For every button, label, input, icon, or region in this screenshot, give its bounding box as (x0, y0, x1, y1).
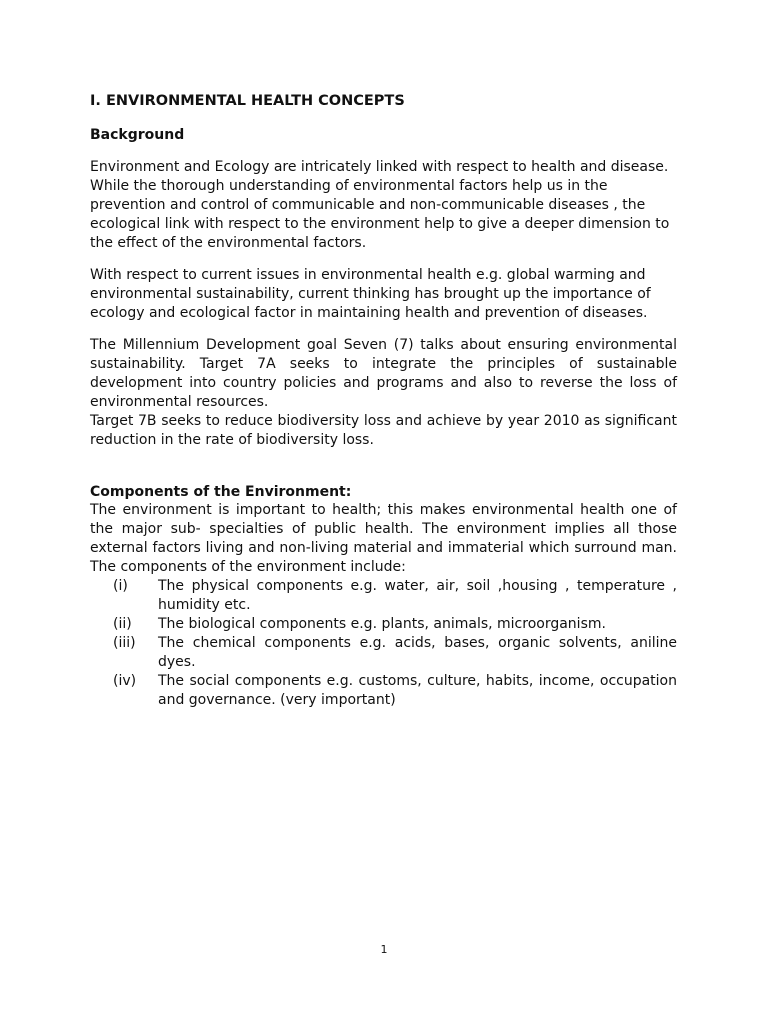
list-item-text: The chemical components e.g. acids, bases, organic solvents, aniline dyes. (158, 635, 677, 670)
components-heading: Components of the Environment: (90, 484, 352, 500)
page-number: 1 (380, 943, 388, 956)
paragraph-components-intro: The environment is important to health; this makes environmental health one of the major sub- specialties of public health. The environment implies all those external factors living and non-living material and immaterial which surround man. The components of the environment include: (90, 502, 677, 575)
list-item (90, 634, 677, 672)
list-item (90, 615, 677, 634)
list-item-text: The social components e.g. customs, culture, habits, income, occupation and governance. (very important) (158, 673, 677, 708)
list-item-text: The physical components e.g. water, air, soil ,housing , temperature , humidity etc. (158, 578, 677, 613)
paragraph-environment-ecology: Environment and Ecology are intricately linked with respect to health and disease. While the thorough understanding of environmental factors help us in the prevention and control of communicable and non-communicable diseases , the ecological link with respect to the environment help to give a deeper dimension to the effect of the environmental factors. (90, 159, 670, 251)
components-list (90, 577, 677, 710)
paragraph-target-7b: Target 7B seeks to reduce biodiversity loss and achieve by year 2010 as significant reduction in the rate of biodiversity loss. (90, 413, 677, 448)
background-heading: Background (90, 127, 185, 143)
list-item-text: The biological components e.g. plants, animals, microorganism. (158, 616, 606, 632)
paragraph-current-issues: With respect to current issues in environmental health e.g. global warming and environmental sustainability, current thinking has brought up the importance of ecology and ecological factor in maintaining health and prevention of diseases. (90, 267, 651, 321)
list-item-number: (iii) (113, 635, 136, 651)
paragraph-millennium-goal: The Millennium Development goal Seven (7) talks about ensuring environmental sustainability. Target 7A seeks to integrate the principles of sustainable development into country policies and programs and also to reverse the loss of environmental resources. (90, 337, 677, 410)
list-item-number: (ii) (113, 616, 132, 632)
page-title: I. ENVIRONMENTAL HEALTH CONCEPTS (90, 93, 405, 109)
list-item-number: (iv) (113, 673, 137, 689)
list-item-number: (i) (113, 578, 128, 594)
list-item (90, 672, 677, 710)
list-item (90, 577, 677, 615)
